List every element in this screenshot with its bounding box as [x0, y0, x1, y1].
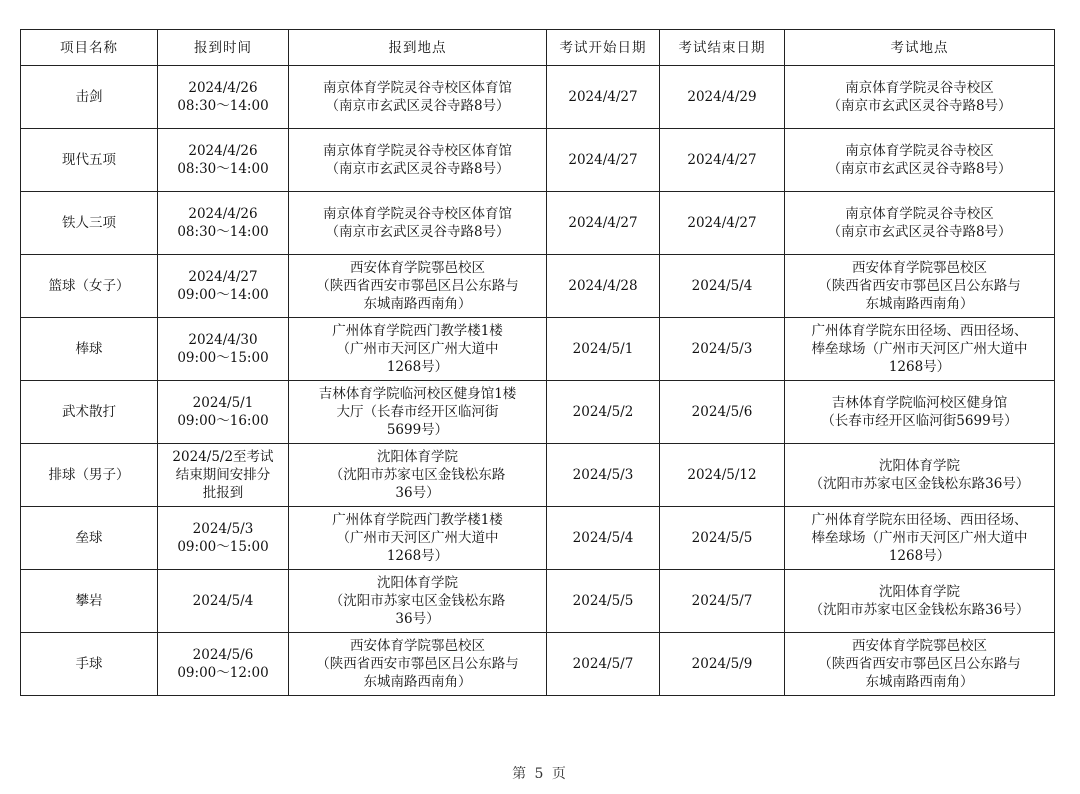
exam-end-cell: 2024/5/5 — [660, 507, 785, 570]
sport-cell: 排球（男子） — [21, 444, 158, 507]
table-row — [21, 192, 1055, 255]
exam-start-cell: 2024/5/7 — [547, 633, 660, 696]
exam-place-cell: 南京体育学院灵谷寺校区 （南京市玄武区灵谷寺路8号） — [785, 66, 1055, 129]
sport-cell: 手球 — [21, 633, 158, 696]
table-row — [21, 444, 1055, 507]
exam-end-cell: 2024/5/7 — [660, 570, 785, 633]
exam-place-cell: 南京体育学院灵谷寺校区 （南京市玄武区灵谷寺路8号） — [785, 129, 1055, 192]
report-place-cell: 西安体育学院鄠邑校区 （陕西省西安市鄠邑区吕公东路与 东城南路西南角） — [289, 633, 547, 696]
report-time-cell: 2024/5/2至考试 结束期间安排分 批报到 — [158, 444, 289, 507]
report-time-cell: 2024/4/27 09:00～14:00 — [158, 255, 289, 318]
exam-place-cell: 广州体育学院东田径场、西田径场、 棒垒球场（广州市天河区广州大道中 1268号） — [785, 318, 1055, 381]
header-exam-start: 考试开始日期 — [547, 30, 660, 66]
exam-place-cell: 广州体育学院东田径场、西田径场、 棒垒球场（广州市天河区广州大道中 1268号） — [785, 507, 1055, 570]
report-time-cell: 2024/4/26 08:30～14:00 — [158, 66, 289, 129]
table-row — [21, 318, 1055, 381]
page-number: 第 5 页 — [512, 766, 568, 782]
report-place-cell: 广州体育学院西门教学楼1楼 （广州市天河区广州大道中 1268号） — [289, 507, 547, 570]
sport-cell: 垒球 — [21, 507, 158, 570]
exam-place-cell: 南京体育学院灵谷寺校区 （南京市玄武区灵谷寺路8号） — [785, 192, 1055, 255]
exam-place-cell: 沈阳体育学院 （沈阳市苏家屯区金钱松东路36号） — [785, 444, 1055, 507]
header-row — [21, 30, 1055, 66]
report-time-cell: 2024/4/26 08:30～14:00 — [158, 129, 289, 192]
exam-end-cell: 2024/5/12 — [660, 444, 785, 507]
report-place-cell: 吉林体育学院临河校区健身馆1楼 大厅（长春市经开区临河街 5699号） — [289, 381, 547, 444]
exam-start-cell: 2024/5/4 — [547, 507, 660, 570]
exam-end-cell: 2024/5/9 — [660, 633, 785, 696]
sport-cell: 击剑 — [21, 66, 158, 129]
sport-cell: 篮球（女子） — [21, 255, 158, 318]
report-time-cell: 2024/5/1 09:00～16:00 — [158, 381, 289, 444]
report-time-cell: 2024/5/3 09:00～15:00 — [158, 507, 289, 570]
exam-start-cell: 2024/4/27 — [547, 129, 660, 192]
header-exam-place: 考试地点 — [785, 30, 1055, 66]
header-report-place: 报到地点 — [289, 30, 547, 66]
exam-start-cell: 2024/4/27 — [547, 66, 660, 129]
header-exam-end: 考试结束日期 — [660, 30, 785, 66]
exam-start-cell: 2024/4/27 — [547, 192, 660, 255]
table-row — [21, 570, 1055, 633]
report-place-cell: 广州体育学院西门教学楼1楼 （广州市天河区广州大道中 1268号） — [289, 318, 547, 381]
table-header — [21, 30, 1055, 66]
report-time-cell: 2024/5/6 09:00～12:00 — [158, 633, 289, 696]
table-row — [21, 633, 1055, 696]
exam-end-cell: 2024/4/27 — [660, 192, 785, 255]
report-place-cell: 南京体育学院灵谷寺校区体育馆 （南京市玄武区灵谷寺路8号） — [289, 129, 547, 192]
sport-cell: 攀岩 — [21, 570, 158, 633]
report-time-cell: 2024/4/30 09:00～15:00 — [158, 318, 289, 381]
exam-end-cell: 2024/5/3 — [660, 318, 785, 381]
sport-cell: 武术散打 — [21, 381, 158, 444]
header-sport: 项目名称 — [21, 30, 158, 66]
header-report-time: 报到时间 — [158, 30, 289, 66]
exam-end-cell: 2024/5/4 — [660, 255, 785, 318]
table-row — [21, 381, 1055, 444]
exam-place-cell: 西安体育学院鄠邑校区 （陕西省西安市鄠邑区吕公东路与 东城南路西南角） — [785, 255, 1055, 318]
exam-place-cell: 沈阳体育学院 （沈阳市苏家屯区金钱松东路36号） — [785, 570, 1055, 633]
exam-start-cell: 2024/4/28 — [547, 255, 660, 318]
report-time-cell: 2024/5/4 — [158, 570, 289, 633]
report-place-cell: 沈阳体育学院 （沈阳市苏家屯区金钱松东路 36号） — [289, 570, 547, 633]
exam-start-cell: 2024/5/3 — [547, 444, 660, 507]
sport-cell: 棒球 — [21, 318, 158, 381]
exam-start-cell: 2024/5/2 — [547, 381, 660, 444]
report-place-cell: 南京体育学院灵谷寺校区体育馆 （南京市玄武区灵谷寺路8号） — [289, 66, 547, 129]
report-time-cell: 2024/4/26 08:30～14:00 — [158, 192, 289, 255]
sport-cell: 现代五项 — [21, 129, 158, 192]
report-place-cell: 西安体育学院鄠邑校区 （陕西省西安市鄠邑区吕公东路与 东城南路西南角） — [289, 255, 547, 318]
exam-start-cell: 2024/5/5 — [547, 570, 660, 633]
report-place-cell: 南京体育学院灵谷寺校区体育馆 （南京市玄武区灵谷寺路8号） — [289, 192, 547, 255]
table-body — [21, 66, 1055, 696]
table-row — [21, 507, 1055, 570]
exam-end-cell: 2024/4/27 — [660, 129, 785, 192]
exam-end-cell: 2024/4/29 — [660, 66, 785, 129]
exam-start-cell: 2024/5/1 — [547, 318, 660, 381]
sport-cell: 铁人三项 — [21, 192, 158, 255]
table-row — [21, 129, 1055, 192]
exam-schedule-table — [20, 29, 1055, 696]
report-place-cell: 沈阳体育学院 （沈阳市苏家屯区金钱松东路 36号） — [289, 444, 547, 507]
exam-place-cell: 西安体育学院鄠邑校区 （陕西省西安市鄠邑区吕公东路与 东城南路西南角） — [785, 633, 1055, 696]
table-row — [21, 66, 1055, 129]
table-row — [21, 255, 1055, 318]
exam-end-cell: 2024/5/6 — [660, 381, 785, 444]
exam-place-cell: 吉林体育学院临河校区健身馆 （长春市经开区临河街5699号） — [785, 381, 1055, 444]
